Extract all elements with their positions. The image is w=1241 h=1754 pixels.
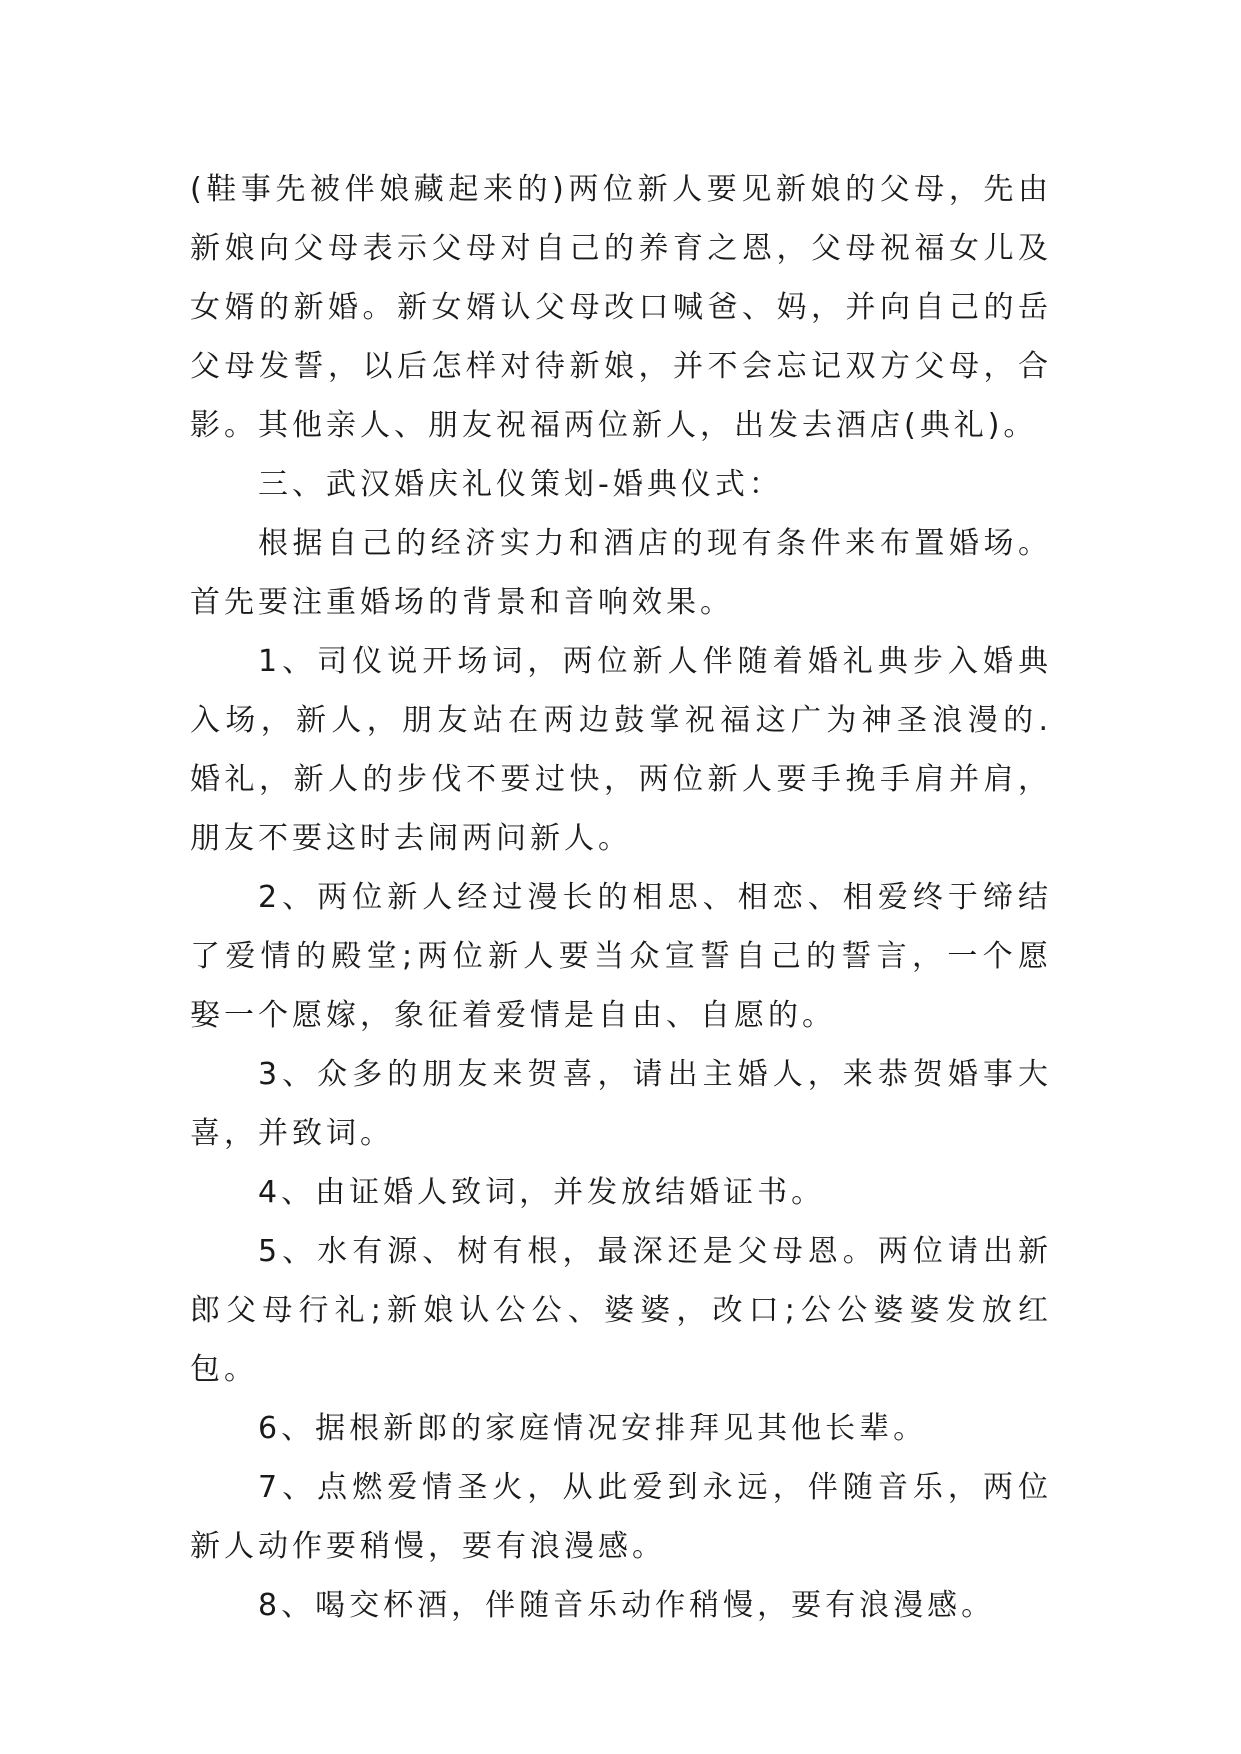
list-item-6: 6、据根新郎的家庭情况安排拜见其他长辈。 [258, 1411, 928, 1446]
paragraph-venue: 根据自己的经济实力和酒店的现有条件来布置婚场。首先要注重婚场的背景和音响效果。 [190, 526, 1052, 620]
list-item-7: 7、点燃爱情圣火，从此爱到永远，伴随音乐，两位新人动作要稍慢，要有浪漫感。 [190, 1470, 1052, 1564]
list-item-4: 4、由证婚人致词，并发放结婚证书。 [258, 1175, 826, 1210]
list-item-3: 3、众多的朋友来贺喜，请出主婚人，来恭贺婚事大喜，并致词。 [190, 1057, 1052, 1151]
paragraph-intro: (鞋事先被伴娘藏起来的)两位新人要见新娘的父母，先由新娘向父母表示父母对自己的养育之恩，父母祝福女儿及女婿的新婚。新女婿认父母改口喊爸、妈，并向自己的岳父母发誓，以后怎样对待新娘，并不会忘记双方父母，合影。其他亲人、朋友祝福两位新人，出发去酒店(典礼)。 [190, 172, 1052, 443]
list-item-1: 1、司仪说开场词，两位新人伴随着婚礼典步入婚典入场，新人，朋友站在两边鼓掌祝福这广为神圣浪漫的.婚礼，新人的步伐不要过快，两位新人要手挽手肩并肩，朋友不要这时去闹两问新人。 [190, 644, 1052, 856]
list-item-5: 5、水有源、树有根，最深还是父母恩。两位请出新郎父母行礼;新娘认公公、婆婆，改口;公公婆婆发放红包。 [190, 1234, 1052, 1387]
document-body [190, 160, 1052, 1635]
list-item-2: 2、两位新人经过漫长的相思、相恋、相爱终于缔结了爱情的殿堂;两位新人要当众宣誓自己的誓言，一个愿娶一个愿嫁，象征着爱情是自由、自愿的。 [190, 880, 1052, 1033]
section-heading: 三、武汉婚庆礼仪策划-婚典仪式： [258, 467, 783, 502]
list-item-8: 8、喝交杯酒，伴随音乐动作稍慢，要有浪漫感。 [258, 1588, 996, 1623]
